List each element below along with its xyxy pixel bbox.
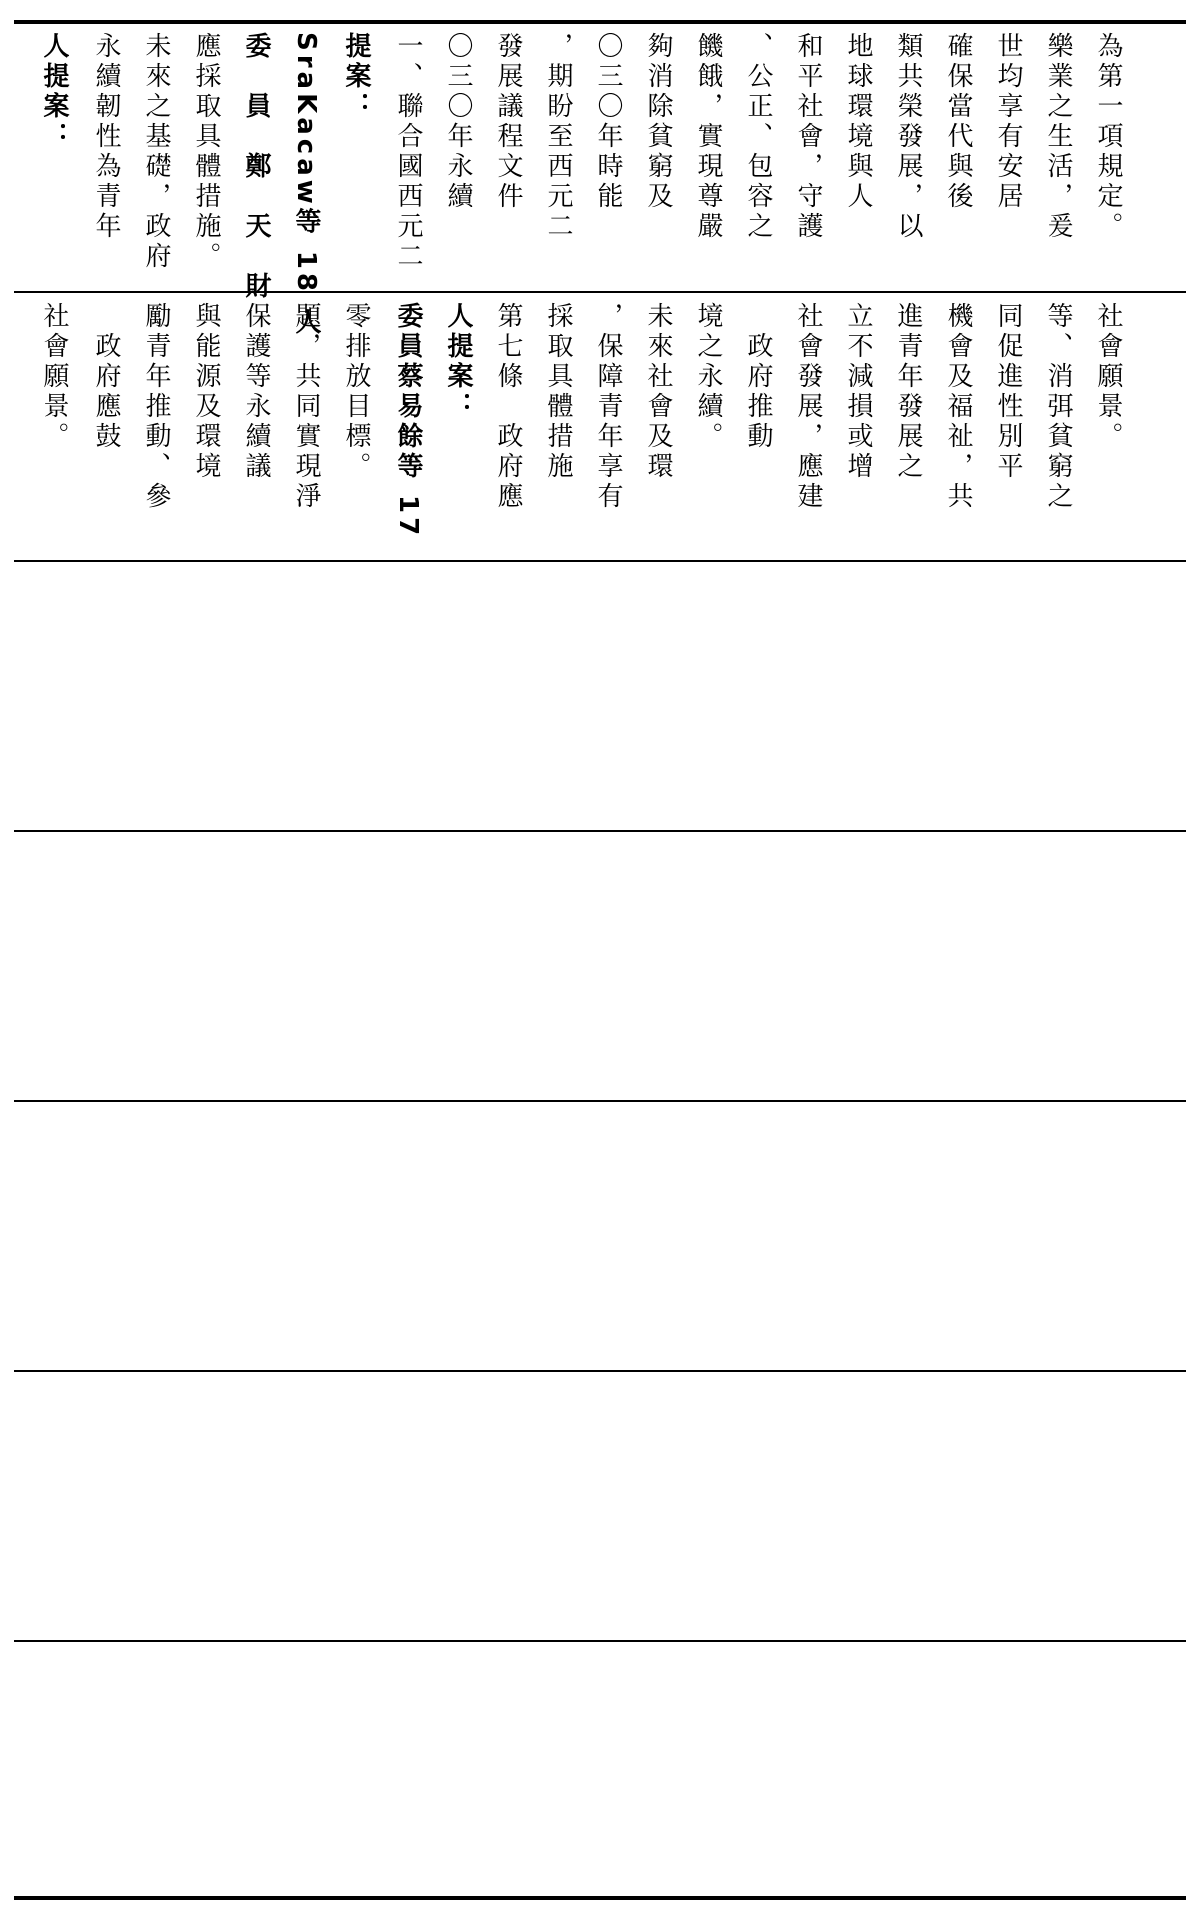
text-column: 第七條 政府應 [493, 302, 523, 512]
text-column: 饑餓，實現尊嚴 [693, 32, 723, 242]
row-divider-3 [14, 830, 1186, 832]
row-divider-1 [14, 291, 1186, 293]
text-column: 社會願景。 [39, 302, 69, 452]
text-column: 勵青年推動、參 [141, 302, 171, 512]
text-column: 永續韌性為青年 [91, 32, 121, 242]
text-column: 未來社會及環 [643, 302, 673, 482]
text-column: 境之永續。 [693, 302, 723, 452]
text-column: 地球環境與人 [843, 32, 873, 212]
text-column: 政府推動 [743, 302, 773, 452]
text-column: 採取具體措施 [543, 302, 573, 482]
text-column: 等、消弭貧窮之 [1043, 302, 1073, 512]
text-column: 委員蔡易餘等 17 [393, 302, 423, 540]
text-column: 人提案： [443, 302, 473, 422]
text-column: 發展議程文件 [493, 32, 523, 212]
text-column: 類共榮發展，以 [893, 32, 923, 242]
text-column: 同促進性別平 [993, 302, 1023, 482]
text-column: 為第一項規定。 [1093, 32, 1123, 242]
text-column: 應採取具體措施。 [191, 32, 221, 272]
top-border [14, 20, 1186, 24]
text-column: 提案： [341, 32, 371, 122]
row-divider-4 [14, 1100, 1186, 1102]
text-column: ，保障青年享有 [593, 302, 623, 512]
text-column: 社會願景。 [1093, 302, 1123, 452]
text-column: 立不減損或增 [843, 302, 873, 482]
text-column: SraKacaw等 18 人 [291, 32, 321, 339]
text-column: 確保當代與後 [943, 32, 973, 212]
proposal-band-2 [14, 302, 1186, 557]
text-column: 社會發展，應建 [793, 302, 823, 512]
text-column: ，期盼至西元二 [543, 32, 573, 242]
row-divider-5 [14, 1370, 1186, 1372]
text-column: 人提案： [39, 32, 69, 152]
text-column: 政府應鼓 [91, 302, 121, 452]
text-column: 機會及福祉，共 [943, 302, 973, 512]
text-column: 保護等永續議 [241, 302, 271, 482]
bottom-border [14, 1896, 1186, 1900]
text-column: 和平社會，守護 [793, 32, 823, 242]
proposal-band-1 [14, 32, 1186, 339]
text-column: 、公正、包容之 [743, 32, 773, 242]
text-column: 進青年發展之 [893, 302, 923, 482]
text-column: 〇三〇年永續 [443, 32, 473, 212]
text-column: 世均享有安居 [993, 32, 1023, 212]
row-divider-6 [14, 1640, 1186, 1642]
row-divider-2 [14, 560, 1186, 562]
text-column: 與能源及環境 [191, 302, 221, 482]
text-column: 夠消除貧窮及 [643, 32, 673, 212]
text-column: 樂業之生活，爰 [1043, 32, 1073, 242]
text-column: 題，共同實現淨 [291, 302, 321, 512]
text-column: 未來之基礎，政府 [141, 32, 171, 272]
text-column: 〇三〇年時能 [593, 32, 623, 212]
text-column: 一、聯合國西元二 [393, 32, 423, 272]
text-column: 零排放目標。 [341, 302, 371, 482]
text-column: 委 員 鄭 天 財 [241, 32, 271, 302]
